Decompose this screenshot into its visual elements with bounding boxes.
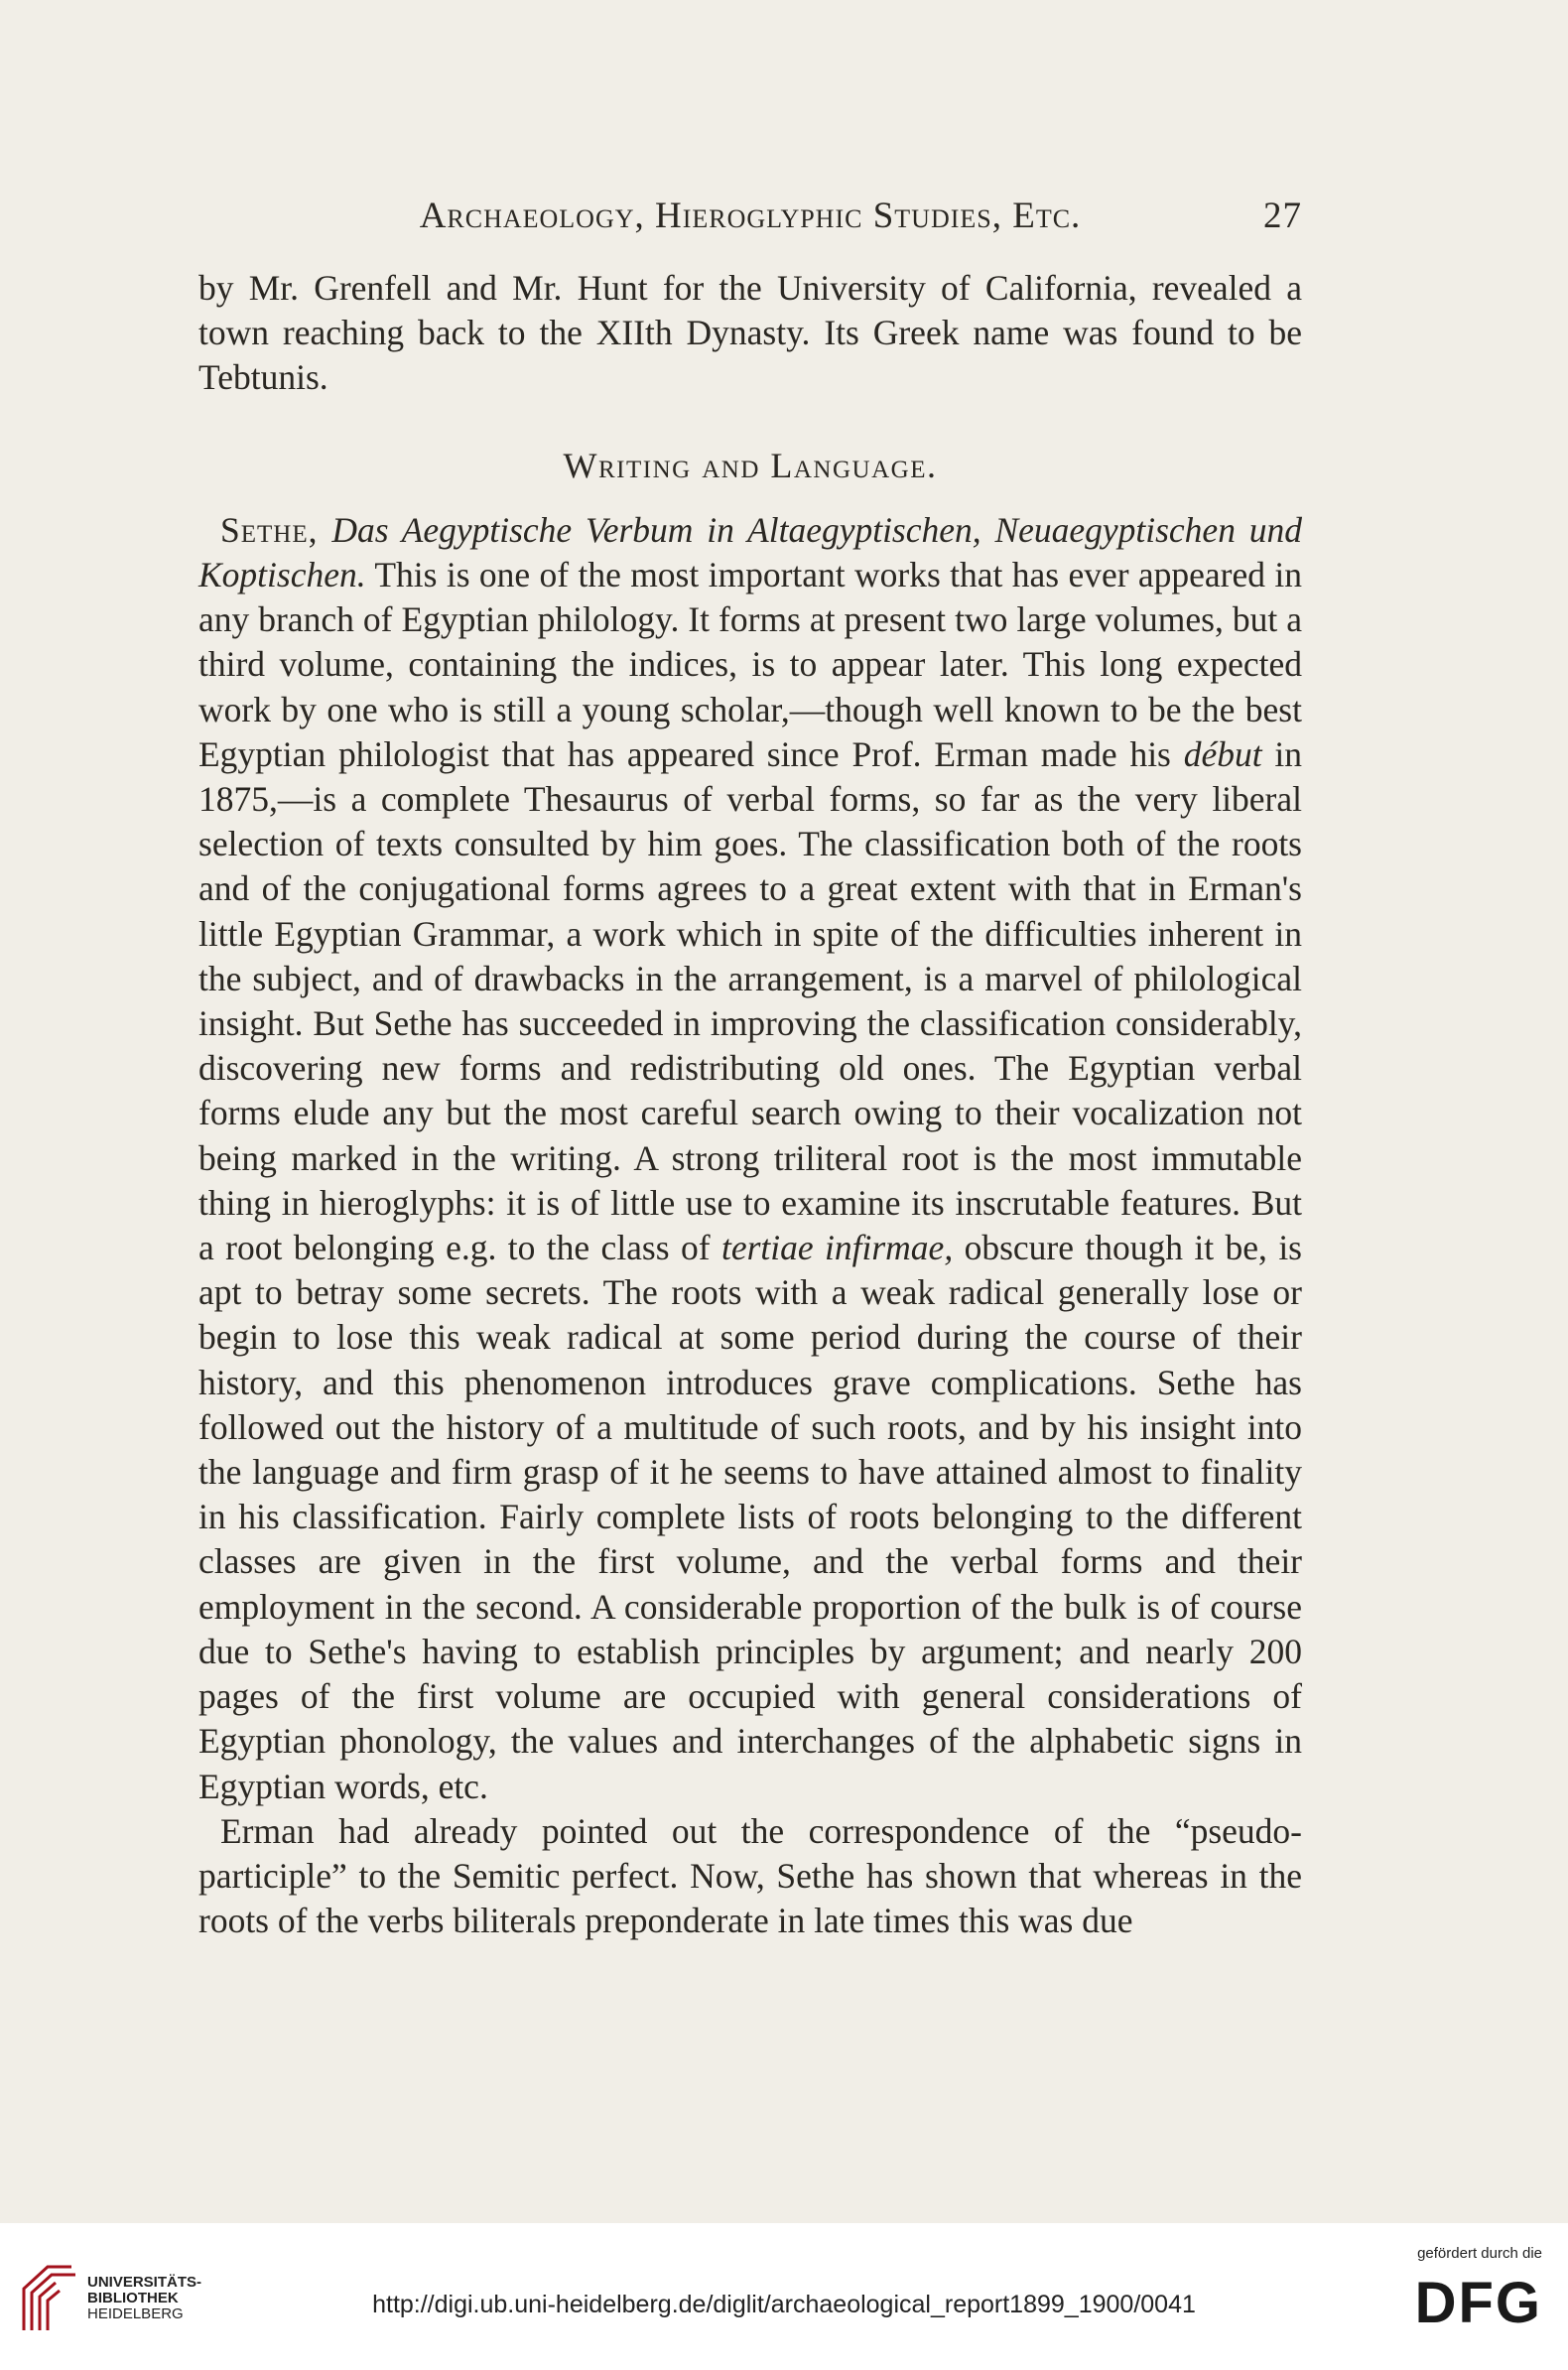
review-author: Sethe, — [220, 509, 319, 550]
paragraph-continuation: by Mr. Grenfell and Mr. Hunt for the University of California, revealed a town reaching back to the XIIth Dynasty. Its Greek name was found to be Tebtunis. — [198, 268, 1302, 398]
funding-label: gefördert durch die — [1417, 2245, 1542, 2262]
review-text-part-3: obscure though it be, is apt to betray some secrets. The roots with a weak radical generally lose or begin to lose this weak radical at some period during the course of their history, and this phenomenon introduces grave complications. Sethe has followed out the history of a multitude of such roots, and by his insight into the language and firm grasp of it he seems to have attained almost to finality in his classification. Fairly complete lists of roots belonging to the different classes are given in the first volume, and the verbal forms and their employment in the second. A considerable proportion of the bulk is of course due to Sethe's having to establish principles by argument; and nearly 200 pages of the first volume are occupied with general considerations of Egyptian phonology, the values and interchanges of the alphabetic signs in Egyptian words, etc. — [198, 1228, 1302, 1806]
review-italic-debut: début — [1183, 733, 1262, 774]
digitization-footer — [0, 2223, 1568, 2370]
source-url[interactable]: http://digi.ub.uni-heidelberg.de/diglit/archaeological_report1899_1900/0041 — [372, 2291, 1196, 2318]
body-text — [198, 266, 1302, 1943]
review-text-part-1: This is one of the most important works that has ever appeared in any branch of Egyptian philology. It forms at present two large volumes, but a third volume, containing the indices, is to appear later. This long expected work by one who is still a young scholar,—though well known to be the best Egyptian philologist that has appeared since Prof. Erman made his — [198, 555, 1302, 774]
paragraph-erman: Erman had already pointed out the correspondence of the “pseudo-participle” to the Semitic perfect. Now, Sethe has shown that whereas in the roots of the verbs biliterals preponderate in late times this was due — [198, 1810, 1302, 1941]
dfg-logo-icon — [1393, 2271, 1542, 2332]
dfg-logo-text: DFG — [1414, 2271, 1542, 2332]
funding-block — [1393, 2245, 1542, 2262]
library-name-line-1: UNIVERSITÄTS- — [87, 2274, 202, 2291]
review-italic-tertiae: tertiae infirmae, — [720, 1228, 954, 1268]
page-number: 27 — [1263, 196, 1302, 236]
review-paragraph — [198, 508, 1302, 1809]
library-name-line-3: HEIDELBERG — [87, 2305, 184, 2322]
library-name-line-2: BIBLIOTHEK — [87, 2290, 179, 2306]
review-book-title: Das Aegyptische Verbum in Altaegyptischen, Neuaegyptischen und Koptischen. — [198, 509, 1302, 595]
review-text-part-2: in 1875,—is a complete Thesaurus of verbal forms, so far as the very liberal selection of texts consulted by him goes. The classification both of the roots and of the conjugational forms agrees to a great extent with that in Erman's little Egyptian Grammar, a work which in spite of the difficulties inherent in the subject, and of drawbacks in the arrangement, is a marvel of philological insight. But Sethe has succeeded in improving the classification considerably, discovering new forms and redistributing old ones. The Egyptian verbal forms elude any but the most careful search owing to their vocalization not being marked in the writing. A strong triliteral root is the most immutable thing in hieroglyphs: it is of little use to examine its inscrutable features. But a root belonging e.g. to the class of — [198, 733, 1302, 1268]
running-head-title: Archaeology, Hieroglyphic Studies, Etc. — [419, 196, 1082, 236]
section-heading: Writing and Language. — [563, 445, 938, 485]
running-head — [198, 195, 1302, 250]
